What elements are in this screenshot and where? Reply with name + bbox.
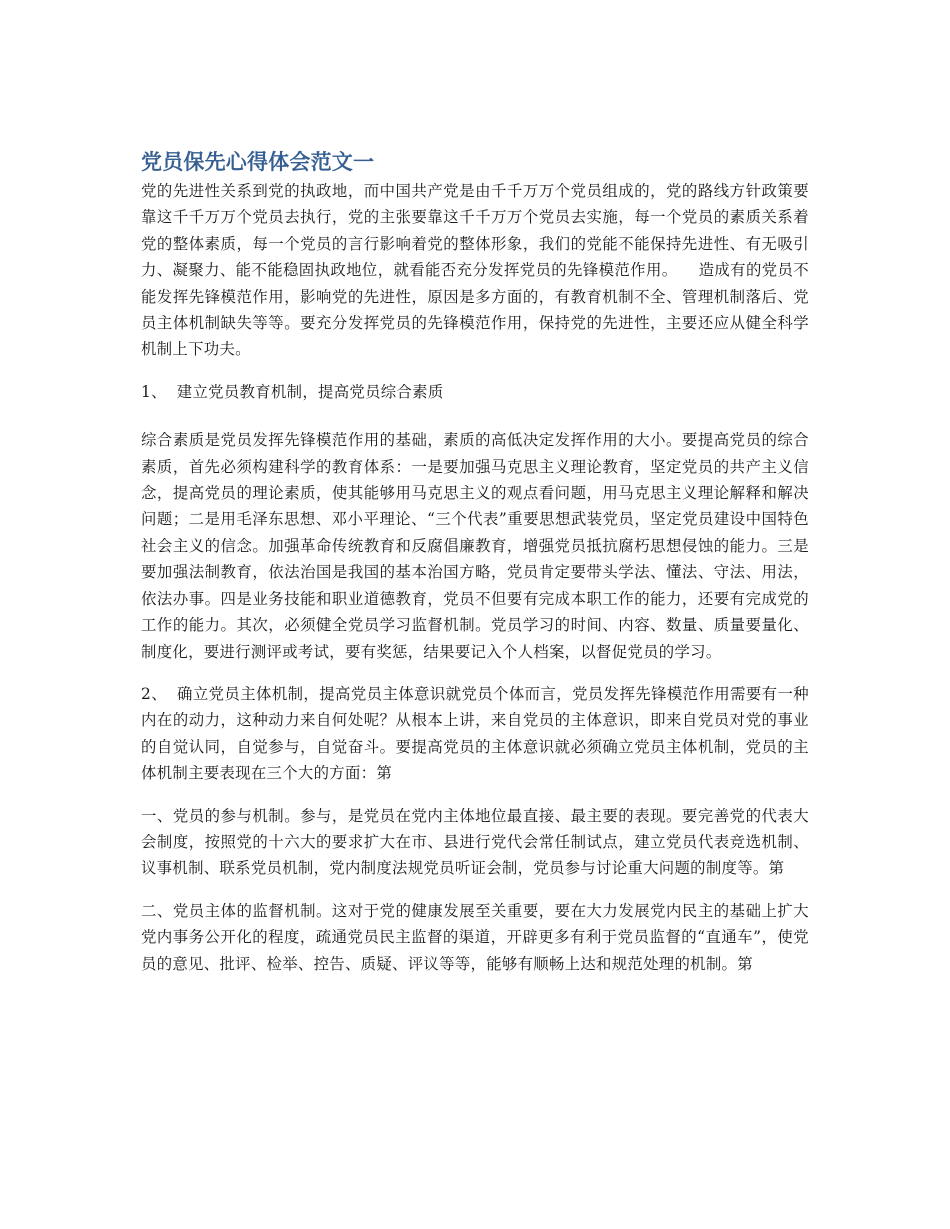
subsection-1-paragraph: 一、党员的参与机制。参与，是党员在党内主体地位最直接、最主要的表现。要完善党的代表大会制度，按照党的十六大的要求扩大在市、县进行党代会常任制试点，建立党员代表竞选机制、议事机制、联系党员机制，党内制度法规党员听证会制，党员参与讨论重大问题的制度等。第	[141, 806, 809, 878]
section-1-number: 1、	[141, 382, 167, 401]
section-1-heading-text: 建立党员教育机制，提高党员综合素质	[176, 382, 444, 401]
section-2-body: 确立党员主体机制，提高党员主体意识就党员个体而言，党员发挥先锋模范作用需要有一种内在的动力，这种动力来自何处呢？从根本上讲，来自党员的主体意识，即来自党员对党的事业的自觉认同，自觉参与，自觉奋斗。要提高党员的主体意识就必须确立党员主体机制，党员的主体机制主要表现在三个大的方面：第	[141, 684, 809, 783]
document-title: 党员保先心得体会范文一	[141, 150, 375, 174]
intro-paragraph: 党的先进性关系到党的执政地，而中国共产党是由千千万万个党员组成的，党的路线方针政策要靠这千千万万个党员去执行，党的主张要靠这千千万万个党员去实施，每一个党员的素质关系着党的整体素质，每一个党员的言行影响着党的整体形象，我们的党能不能保持先进性、有无吸引力、凝聚力、能不能稳固执政地位，就看能否充分发挥党员的先锋模范作用。 造成有的党员不能发挥先锋模范作用，影响党的先进性，原因是多方面的，有教育机制不全、管理机制落后、党员主体机制缺失等等。要充分发挥党员的先锋模范作用，保持党的先进性，主要还应从健全科学机制上下功夫。	[141, 182, 809, 359]
section-1-body: 综合素质是党员发挥先锋模范作用的基础，素质的高低决定发挥作用的大小。要提高党员的综合素质，首先必须构建科学的教育体系：一是要加强马克思主义理论教育，坚定党员的共产主义信念，提高党员的理论素质，使其能够用马克思主义的观点看问题，用马克思主义理论解释和解决问题；二是用毛泽东思想、邓小平理论、“三个代表”重要思想武装党员，坚定党员建设中国特色社会主义的信念。加强革命传统教育和反腐倡廉教育，增强党员抵抗腐朽思想侵蚀的能力。三是要加强法制教育，依法治国是我国的基本治国方略，党员肯定要带头学法、懂法、守法、用法，依法办事。四是业务技能和职业道德教育，党员不但要有完成本职工作的能力，还要有完成党的工作的能力。其次，必须健全党员学习监督机制。党员学习的时间、内容、数量、质量要量化、制度化，要进行测评或考试，要有奖惩，结果要记入个人档案，以督促党员的学习。	[141, 431, 809, 661]
document-body	[141, 146, 809, 993]
section-1-heading	[141, 379, 809, 405]
subsection-2-paragraph: 二、党员主体的监督机制。这对于党的健康发展至关重要，要在大力发展党内民主的基础上扩大党内事务公开化的程度，疏通党员民主监督的渠道，开辟更多有利于党员监督的“直通车”，使党员的意见、批评、检举、控告、质疑、评议等等，能够有顺畅上达和规范处理的机制。第	[141, 901, 809, 973]
section-2-paragraph	[141, 681, 809, 787]
section-2-number: 2、	[141, 684, 168, 703]
